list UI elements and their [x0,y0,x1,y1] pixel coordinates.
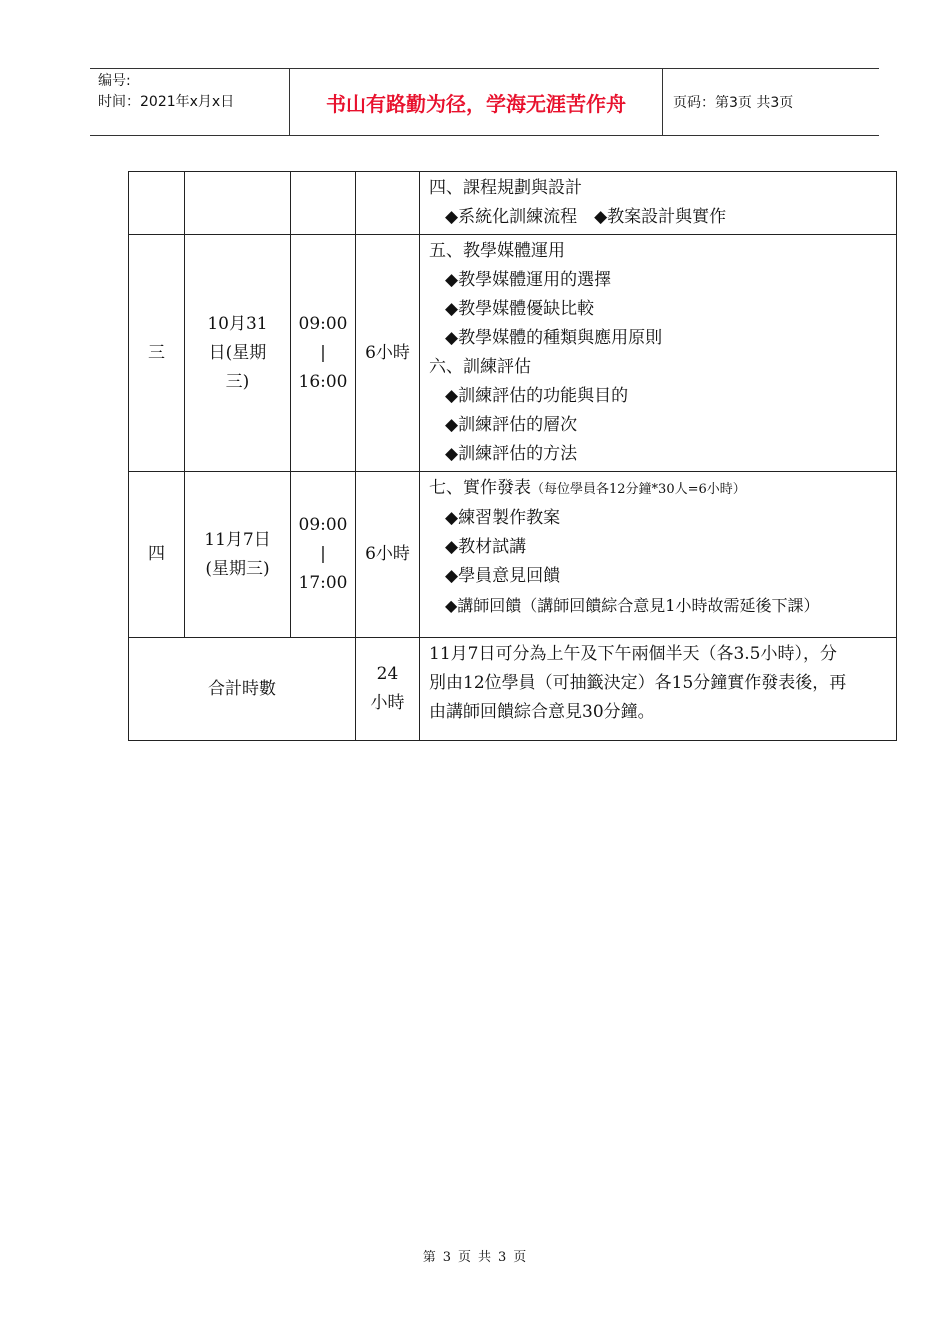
date-line: (星期三) [205,558,270,579]
date-cell [185,235,291,472]
date-cell [185,172,291,235]
note-line: 由講師回饋綜合意見30分鐘。 [429,702,655,722]
total-note [420,638,897,741]
time-cell [291,235,356,472]
date-line: 10月31 [207,313,268,334]
date-cell [185,472,291,638]
footer-total-pages: 3 [498,1250,508,1265]
total-row [129,638,897,741]
table-row [129,472,897,638]
total-hours-unit: 小時 [370,693,405,713]
day-cell: 三 [129,235,185,472]
hours-cell: 6小時 [356,472,420,638]
bullet-item: ◆訓練評估的方法 [445,444,578,464]
content-cell [420,235,897,472]
total-label: 合計時數 [129,638,356,741]
total-hours-value: 24 [376,664,399,684]
bullet-item: ◆練習製作教案 [445,508,561,528]
time-separator: | [320,342,326,363]
document-number-label: 编号: [98,73,131,89]
table-row [129,172,897,235]
day-cell: 四 [129,472,185,638]
time-separator: | [320,544,326,564]
day-cell [129,172,185,235]
date-line: 三) [225,371,250,392]
end-time: 17:00 [298,573,348,593]
time-cell [291,472,356,638]
document-date: 时间：2021年x月x日 [98,94,235,110]
section-heading: 四、課程規劃與設計 [429,178,582,198]
footer-current-page: 3 [442,1250,452,1265]
note-line: 11月7日可分為上午及下午兩個半天（各3.5小時），分 [429,644,837,664]
page-header [90,68,879,136]
section-heading: 五、教學媒體運用 [429,241,565,261]
section-heading: 六、訓練評估 [429,357,531,377]
footer-part: 第 [422,1250,437,1265]
content-cell [420,172,897,235]
bullet-item: ◆學員意見回饋 [445,566,561,586]
bullet-item: ◆系統化訓練流程 ◆教案設計與實作 [445,207,727,227]
course-schedule-table [128,171,897,741]
date-line: 日(星期 [208,342,267,363]
date-line: 11月7日 [204,529,271,550]
footer-part: 页 [513,1250,528,1265]
bullet-item: ◆教材試講 [445,537,527,557]
bullet-item: ◆訓練評估的層次 [445,415,578,435]
start-time: 09:00 [298,313,348,334]
header-page-info: 页码：第3页 共3页 [673,95,794,111]
bullet-item: ◆講師回饋（講師回饋綜合意見1小時故需延後下課） [445,596,820,615]
section-heading-note: （每位學員各12分鐘*30人=6小時） [531,482,746,497]
header-motto: 书山有路勤为径，学海无涯苦作舟 [290,69,663,135]
total-hours [356,638,420,741]
bullet-item: ◆教學媒體優缺比較 [445,299,595,319]
page-footer [0,1246,950,1265]
end-time: 16:00 [298,371,348,392]
note-line: 別由12位學員（可抽籤決定）各15分鐘實作發表後，再 [429,673,847,693]
bullet-item: ◆訓練評估的功能與目的 [445,386,629,406]
section-heading-text: 七、實作發表 [429,478,531,498]
bullet-item: ◆教學媒體運用的選擇 [445,270,612,290]
time-cell [291,172,356,235]
start-time: 09:00 [298,515,348,535]
header-meta [90,69,290,135]
section-heading [429,474,890,504]
hours-cell: 6小時 [356,235,420,472]
footer-part: 共 [478,1250,493,1265]
bullet-item: ◆教學媒體的種類與應用原則 [445,328,663,348]
hours-cell [356,172,420,235]
footer-part: 页 [457,1250,472,1265]
content-cell [420,472,897,638]
table-row [129,235,897,472]
